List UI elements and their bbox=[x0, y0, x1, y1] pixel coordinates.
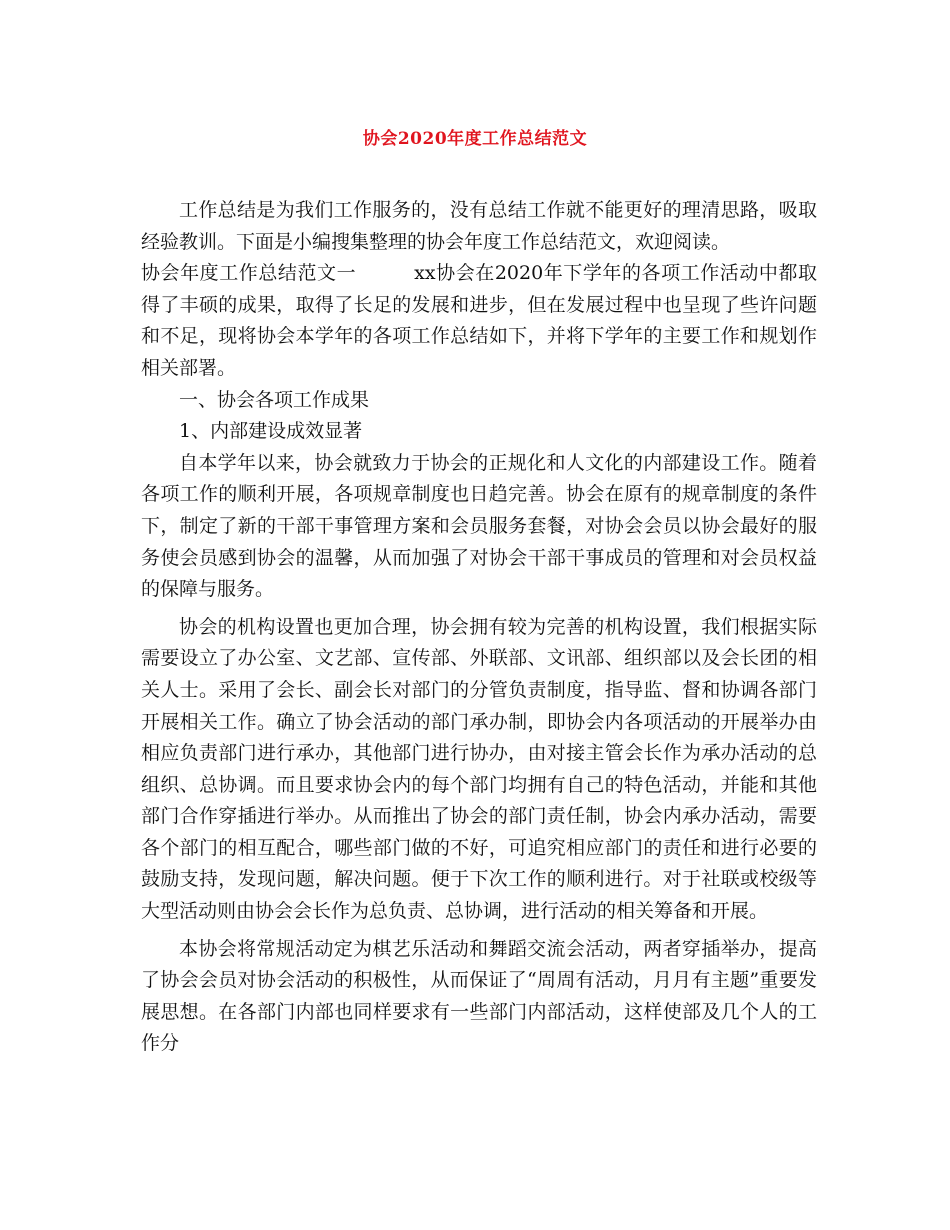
section-body: xx协会在2020年下学年的各项工作活动中都取得了丰硕的成果，取得了长足的发展和进步，但在发展过程中也呈现了些许问题和不足，现将协会本学年的各项工作总结如下，并将下学年的主要工作和规划作相关部署。 bbox=[141, 262, 817, 379]
heading-level-2: 1、内部建设成效显著 bbox=[179, 420, 363, 443]
document-body bbox=[141, 195, 817, 1060]
body-paragraph: 协会的机构设置也更加合理，协会拥有较为完善的机构设置，我们根据实际需要设立了办公室、文艺部、宣传部、外联部、文讯部、组织部以及会长团的相关人士。采用了会长、副会长对部门的分管负责制度，指导监、督和协调各部门开展相关工作。确立了协会活动的部门承办制，即协会内各项活动的开展举办由相应负责部门进行承办，其他部门进行协办，由对接主管会长作为承办活动的总组织、总协调。而且要求协会内的每个部门均拥有自己的特色活动，并能和其他部门合作穿插进行举办。从而推出了协会的部门责任制，协会内承办活动，需要各个部门的相互配合，哪些部门做的不好，可追究相应部门的责任和进行必要的鼓励支持，发现问题，解决问题。便于下次工作的顺利进行。对于社联或校级等大型活动则由协会会长作为总负责、总协调，进行活动的相关筹备和开展。 bbox=[141, 615, 817, 923]
heading-level-1: 一、协会各项工作成果 bbox=[179, 388, 370, 411]
document-title: 协会2020年度工作总结范文 bbox=[362, 129, 588, 149]
section-intro-paragraph bbox=[141, 258, 817, 384]
section-label: 协会年度工作总结范文一 bbox=[141, 262, 357, 285]
body-paragraph: 本协会将常规活动定为棋艺乐活动和舞蹈交流会活动，两者穿插举办，提高了协会会员对协会活动的积极性，从而保证了“周周有活动，月月有主题”重要发展思想。在各部门内部也同样要求有一些部门内部活动，这样使部及几个人的工作分 bbox=[141, 937, 817, 1055]
body-paragraph: 自本学年以来，协会就致力于协会的正规化和人文化的内部建设工作。随着各项工作的顺利开展，各项规章制度也日趋完善。协会在原有的规章制度的条件下，制定了新的干部干事管理方案和会员服务套餐，对协会会员以协会最好的服务使会员感到协会的温馨，从而加强了对协会干部干事成员的管理和对会员权益的保障与服务。 bbox=[141, 451, 817, 601]
intro-paragraph: 工作总结是为我们工作服务的，没有总结工作就不能更好的理清思路，吸取经验教训。下面是小编搜集整理的协会年度工作总结范文，欢迎阅读。 bbox=[141, 199, 817, 253]
